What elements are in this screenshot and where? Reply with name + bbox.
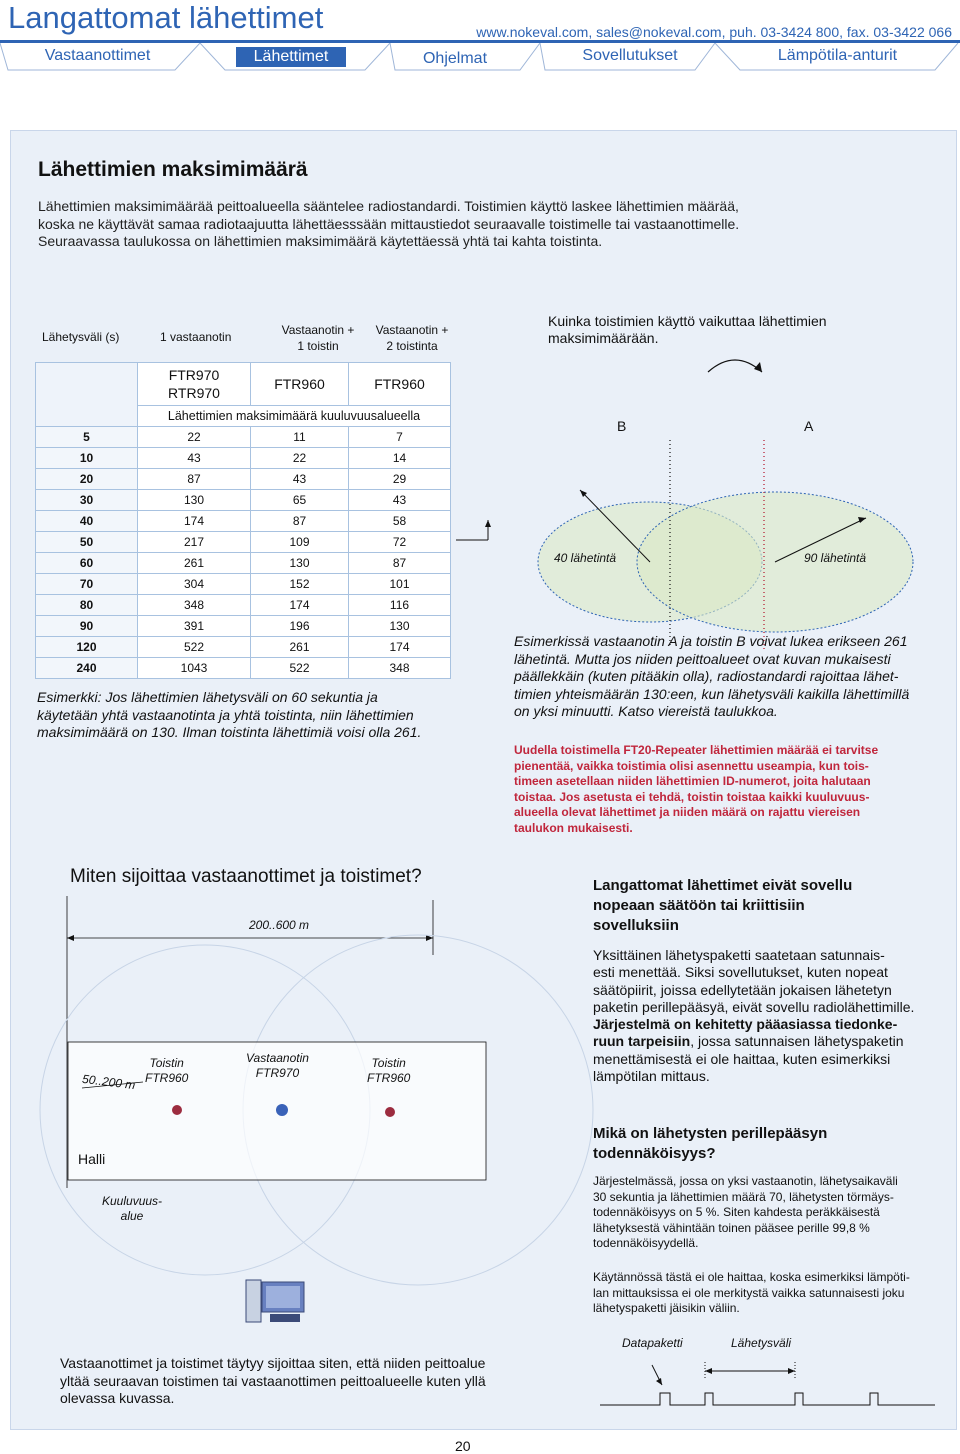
value-cell: 14 (349, 448, 451, 469)
value-cell: 1043 (138, 658, 251, 679)
page-title: Langattomat lähettimet (8, 0, 324, 35)
label-b: B (617, 418, 627, 434)
right-body-2: Järjestelmässä, jossa on yksi vastaanotin, lähetysaikaväli 30 sekuntia ja lähettimien määrä 70, lähetysten törmäys- todennäköisyys on 5 %. Siten kahdesta peräkkäisestä lähetyksestä vähintään toinen pääsee perille 99,8 % todennäköisyydellä. (593, 1174, 898, 1250)
tab-lampotila-anturit[interactable]: Lämpötila-anturit (777, 47, 898, 64)
coverage-label: Kuuluvuus- alue (102, 1194, 163, 1223)
label-a: A (804, 418, 814, 434)
col-header-one-repeater: Vastaanotin + 1 toistin (281, 323, 355, 353)
overlap-title: Kuinka toistimien käyttö vaikuttaa lähettimien maksimimäärään. (548, 313, 827, 346)
value-cell: 174 (349, 637, 451, 658)
value-cell: 7 (349, 427, 451, 448)
right-title-1: Langattomat lähettimet eivät sovellu nopeaan säätöön tai kriittisiin sovelluksiin (593, 877, 853, 934)
contact-info: www.nokeval.com, sales@nokeval.com, puh. 03-3424 800, fax. 03-3422 066 (476, 24, 952, 40)
example-text: Esimerkki: Jos lähettimien lähetysväli on 60 sekuntia ja käytetään yhtä vastaanotinta ja yhtä toistinta, niin lähettimien maksimimäärä on 130. Ilman toistinta lähettimiä voisi olla 261. (37, 689, 422, 740)
value-cell: 11 (251, 427, 349, 448)
interval-cell: 50 (36, 532, 138, 553)
value-cell: 87 (251, 511, 349, 532)
model-cell: FTR970 RTR970 (138, 363, 251, 406)
interval-cell: 240 (36, 658, 138, 679)
hall-label: Halli (78, 1151, 106, 1167)
interval-cell: 60 (36, 553, 138, 574)
value-cell: 87 (138, 469, 251, 490)
value-cell: 101 (349, 574, 451, 595)
value-cell: 43 (349, 490, 451, 511)
interval-cell: 10 (36, 448, 138, 469)
value-cell: 22 (138, 427, 251, 448)
span-label: 200..600 m (249, 918, 310, 932)
model-cell: FTR960 (251, 363, 349, 406)
value-cell: 130 (251, 553, 349, 574)
interval-cell: 30 (36, 490, 138, 511)
interval-cell: 90 (36, 616, 138, 637)
value-cell: 130 (138, 490, 251, 511)
count-b: 40 lähetintä (554, 551, 617, 565)
right-body-1: Yksittäinen lähetyspaketti saatetaan satunnais- esti menettää. Siksi sovellutukset, kuten nopeat säätöpiirit, joissa edellytetään jokaisen lähetetyn paketin perillepääsyä, eivät sovellu radiolähettimille. Järjestelmä on kehitetty pääasiassa tiedonke- ruun tarpeisiin, jossa satunnaisen lähetyspaketin menettämisestä ei ole haittaa, kuten esimerkiksi lämpötilan mittaus. (593, 947, 915, 1085)
interval-cell: 20 (36, 469, 138, 490)
datapaketti-label: Datapaketti (622, 1336, 683, 1350)
right-title-2: Mikä on lähetysten perillepääsyn todennäköisyys? (593, 1125, 828, 1162)
value-cell: 109 (251, 532, 349, 553)
count-a: 90 lähetintä (804, 551, 867, 565)
value-cell: 196 (251, 616, 349, 637)
value-cell: 29 (349, 469, 451, 490)
value-cell: 87 (349, 553, 451, 574)
value-cell: 261 (251, 637, 349, 658)
receiver-label: Vastaanotin FTR970 (246, 1051, 309, 1080)
placement-caption: Vastaanottimet ja toistimet täytyy sijoittaa siten, että niiden peittoalue yltää seuraavan toistimen tai vastaanottimen peittoalueelle kuten yllä olevassa kuvassa. (60, 1355, 486, 1406)
value-cell: 391 (138, 616, 251, 637)
value-cell: 304 (138, 574, 251, 595)
repeater-label-2: Toistin FTR960 (367, 1056, 411, 1085)
value-cell: 522 (138, 637, 251, 658)
model-cell: FTR960 (349, 363, 451, 406)
col-header-one-receiver: 1 vastaanotin (160, 330, 232, 344)
right-body-3: Käytännössä tästä ei ole haittaa, koska esimerkiksi lämpöti- lan mittauksissa ei ole merkitystä vaikka satunnaisesti joku lähetyspaketti jäisikin väliin. (593, 1270, 910, 1315)
value-cell: 152 (251, 574, 349, 595)
tab-vastaanottimet[interactable]: Vastaanottimet (44, 47, 151, 64)
table-subheader: Lähettimien maksimimäärä kuuluvuusalueella (138, 405, 451, 426)
value-cell: 130 (349, 616, 451, 637)
value-cell: 261 (138, 553, 251, 574)
value-cell: 43 (251, 469, 349, 490)
tab-ohjelmat[interactable]: Ohjelmat (422, 50, 488, 67)
value-cell: 65 (251, 490, 349, 511)
value-cell: 522 (251, 658, 349, 679)
interval-cell: 40 (36, 511, 138, 532)
inner-span: 50..200 m (81, 1071, 137, 1093)
value-cell: 43 (138, 448, 251, 469)
overlap-text: Esimerkissä vastaanotin A ja toistin B voivat lukea erikseen 261 lähetintä. Mutta jos niiden peittoalueet ovat kuvan mukaisesti päällekkäin (kuten pitääkin olla), radiostandardi rajoittaa lähet- timien yhteismäärän 130:een, kun lähetysväli kaikilla lähettimillä on yksi minuutti. Katso viereistä taulukkoa. (514, 633, 910, 719)
section-body: Lähettimien maksimimäärää peittoalueella sääntelee radiostandardi. Toistimien käyttö laskee lähettimien määrää, koska ne käyttävät samaa radiotaajuutta lähettäesssään mittaustiedot seuraavalle toistimelle tai vastaanottimelle. Seuraavassa taulukossa on lähettimien maksimimäärä käytettäessä yhtä tai kahta toistinta. (38, 198, 740, 249)
repeater-note: Uudella toistimella FT20-Repeater lähettimien määrää ei tarvitse pienentää, vaikka toistimia olisi asennettu useampia, kun tois- timeen asetellaan niiden lähettimien ID-numerot, joita halutaan toistaa. Jos asetusta ei tehdä, toistin toistaa kaikki kuuluvuus- alueella olevat lähettimet ja niiden määrä on rajattu viereisen taulukon mukaisesti. (514, 743, 879, 835)
interval-cell: 120 (36, 637, 138, 658)
lahetysvali-label: Lähetysväli (731, 1336, 792, 1350)
value-cell: 58 (349, 511, 451, 532)
col-header-two-repeaters: Vastaanotin + 2 toistinta (375, 323, 449, 353)
value-cell: 217 (138, 532, 251, 553)
interval-cell: 5 (36, 427, 138, 448)
page-number: 20 (455, 1438, 471, 1454)
section-title: Lähettimien maksimimäärä (38, 158, 308, 181)
value-cell: 72 (349, 532, 451, 553)
interval-cell: 70 (36, 574, 138, 595)
value-cell: 174 (138, 511, 251, 532)
value-cell: 174 (251, 595, 349, 616)
tab-lahettimet[interactable]: Lähettimet (236, 47, 346, 67)
repeater-label-1: Toistin FTR960 (145, 1056, 189, 1085)
placement-title: Miten sijoittaa vastaanottimet ja toistimet? (70, 866, 422, 887)
interval-cell: 80 (36, 595, 138, 616)
col-header-interval: Lähetysväli (s) (42, 330, 120, 344)
tab-sovellutukset[interactable]: Sovellutukset (582, 47, 678, 64)
value-cell: 348 (138, 595, 251, 616)
value-cell: 22 (251, 448, 349, 469)
value-cell: 116 (349, 595, 451, 616)
value-cell: 348 (349, 658, 451, 679)
